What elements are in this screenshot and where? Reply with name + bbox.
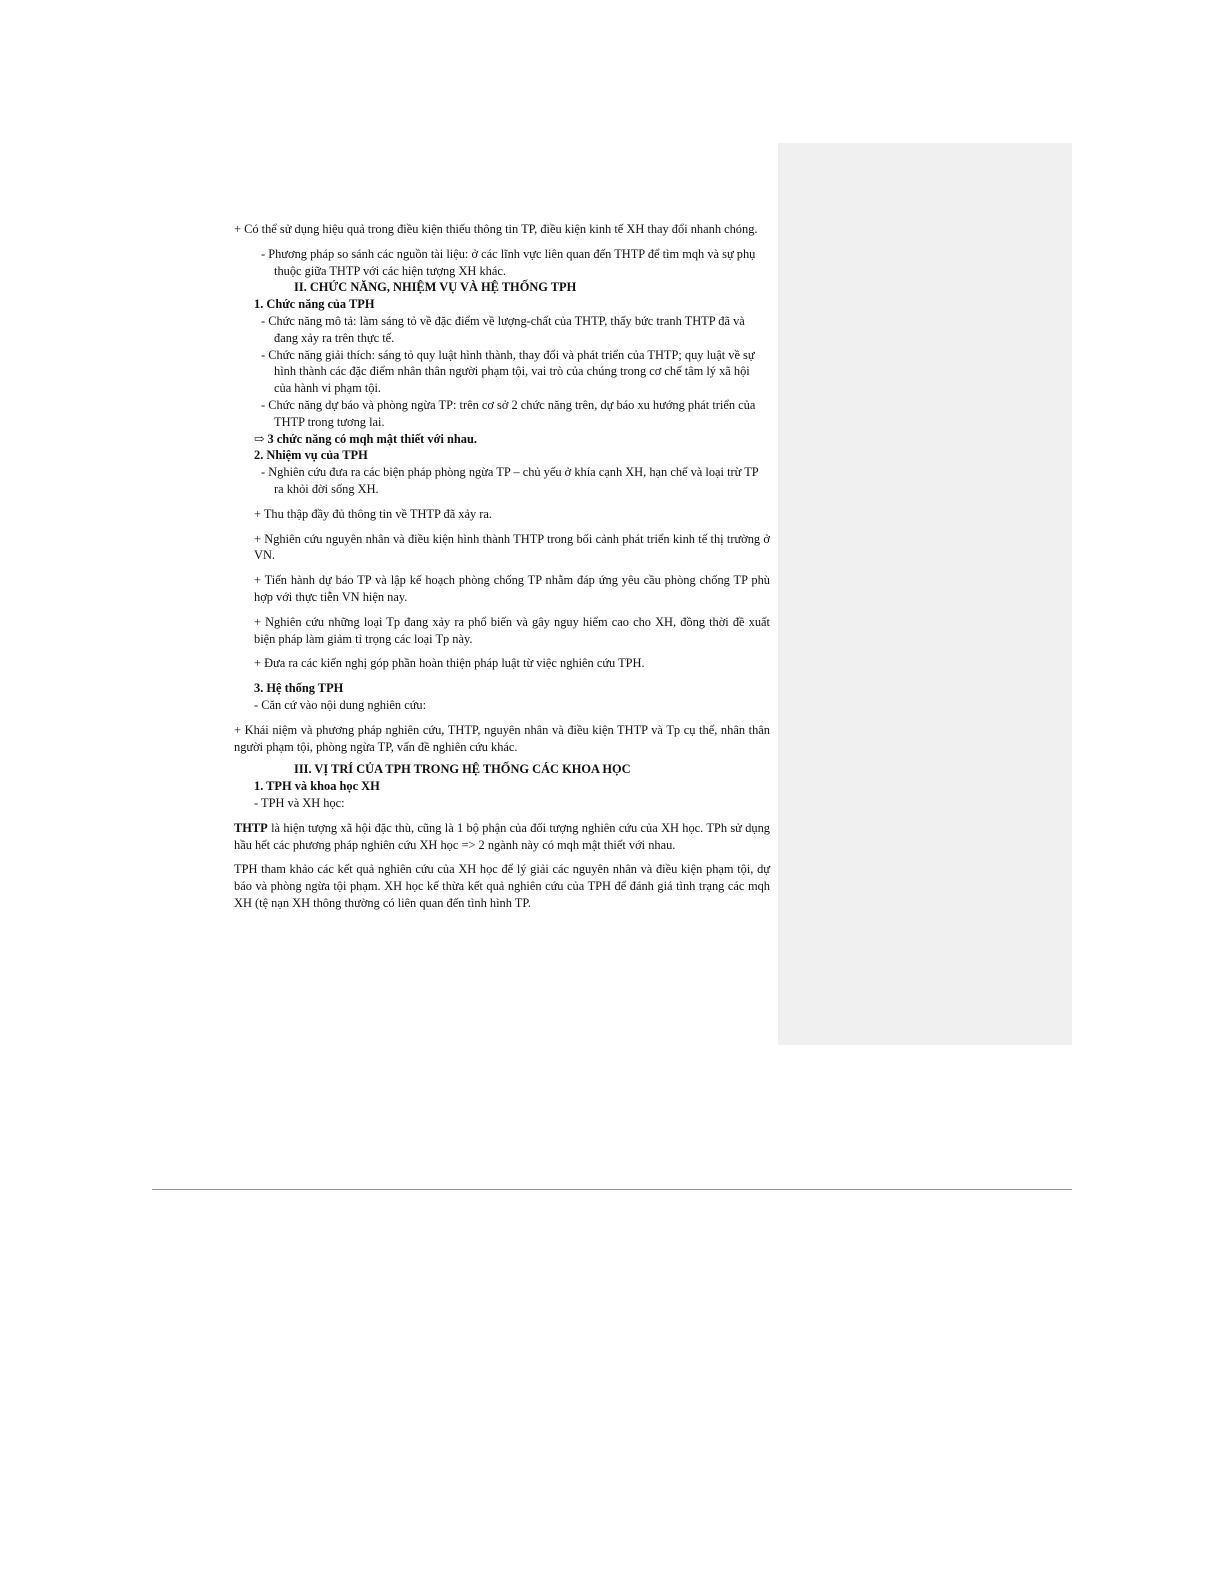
subsection-heading: 2. Nhiệm vụ của TPH [254,448,368,463]
paragraph: + Nghiên cứu những loại Tp đang xảy ra phổ biến và gây nguy hiểm cao cho XH, đồng thời đề xuất biện pháp làm giảm tỉ trọng các loại Tp này. [254,614,770,646]
bold-term: THTP [234,820,268,835]
paragraph: + Đưa ra các kiến nghị góp phần hoàn thiện pháp luật từ việc nghiên cứu TPH. [254,656,645,671]
subsection-heading: 3. Hệ thống TPH [254,681,344,696]
subsection-heading: 1. Chức năng của TPH [254,297,375,312]
section-heading: II. CHỨC NĂNG, NHIỆM VỤ VÀ HỆ THỐNG TPH [294,280,577,295]
page-divider [152,1189,1072,1190]
paragraph: - Phương pháp so sánh các nguồn tài liệu: ở các lĩnh vực liên quan đến THTP để tìm mqh và sự phụ thuộc giữa THTP với các hiện tượng XH khác. [261,246,756,278]
comment-pane [778,143,1072,1045]
conclusion-text: 3 chức năng có mqh mật thiết với nhau. [267,431,477,446]
arrow-icon: ⇨ [254,431,265,446]
list-item: - Nghiên cứu đưa ra các biện pháp phòng ngừa TP – chủ yếu ở khía cạnh XH, hạn chế và loại trừ TP ra khỏi đời sống XH. [261,465,759,496]
list-item: - Chức năng dự báo và phòng ngừa TP: trên cơ sở 2 chức năng trên, dự báo xu hướng phát triển của THTP trong tương lai. [261,397,756,429]
paragraph-text: là hiện tượng xã hội đặc thù, cũng là 1 bộ phận của đối tượng nghiên cứu của XH học. TPh sử dụng hầu hết các phương pháp nghiên cứu XH học => 2 ngành này có mqh mật thiết với nhau. [234,820,770,852]
section-heading: III. VỊ TRÍ CỦA TPH TRONG HỆ THỐNG CÁC KHOA HỌC [294,762,631,777]
list-item: - Chức năng mô tả: làm sáng tỏ về đặc điểm về lượng-chất của THTP, thấy bức tranh THTP đã và đang xảy ra trên thực tế. [261,313,745,345]
subsection-heading: 1. TPH và khoa học XH [254,779,380,794]
paragraph: + Có thể sử dụng hiệu quả trong điều kiện thiếu thông tin TP, điều kiện kinh tế XH thay đổi nhanh chóng. [234,222,758,236]
paragraph: TPH tham khảo các kết quả nghiên cứu của XH học để lý giải các nguyên nhân và điều kiện phạm tội, dự báo và phòng ngừa tội phạm. XH học kế thừa kết quả nghiên cứu của TPH để đánh giá tình trạng các mqh XH (tệ nạn XH thông thường có liên quan đến tình hình TP. [234,862,770,910]
conclusion-line [234,431,770,448]
paragraph: + Khái niệm và phương pháp nghiên cứu, THTP, nguyên nhân và điều kiện THTP và Tp cụ thể, nhân thân người phạm tội, phòng ngừa TP, vấn đề nghiên cứu khác. [234,722,770,754]
list-item: - Căn cứ vào nội dung nghiên cứu: [254,697,427,712]
paragraph [234,820,770,854]
paragraph: + Thu thập đầy đủ thông tin về THTP đã xảy ra. [254,506,493,521]
document-body [234,221,770,912]
list-item: - Chức năng giải thích: sáng tỏ quy luật hình thành, thay đổi và phát triển của THTP; quy luật về sự hình thành các đặc điểm nhân thân người phạm tội, vai trò của chúng trong cơ chế tâm lý xã hội của hành vi phạm tội. [261,347,755,396]
paragraph: + Nghiên cứu nguyên nhân và điều kiện hình thành THTP trong bối cảnh phát triển kinh tế thị trường ở VN. [254,531,770,563]
paragraph: + Tiến hành dự báo TP và lập kế hoạch phòng chống TP nhằm đáp ứng yêu cầu phòng chống TP phù hợp với thực tiễn VN hiện nay. [254,573,770,604]
list-item: - TPH và XH học: [254,795,345,810]
